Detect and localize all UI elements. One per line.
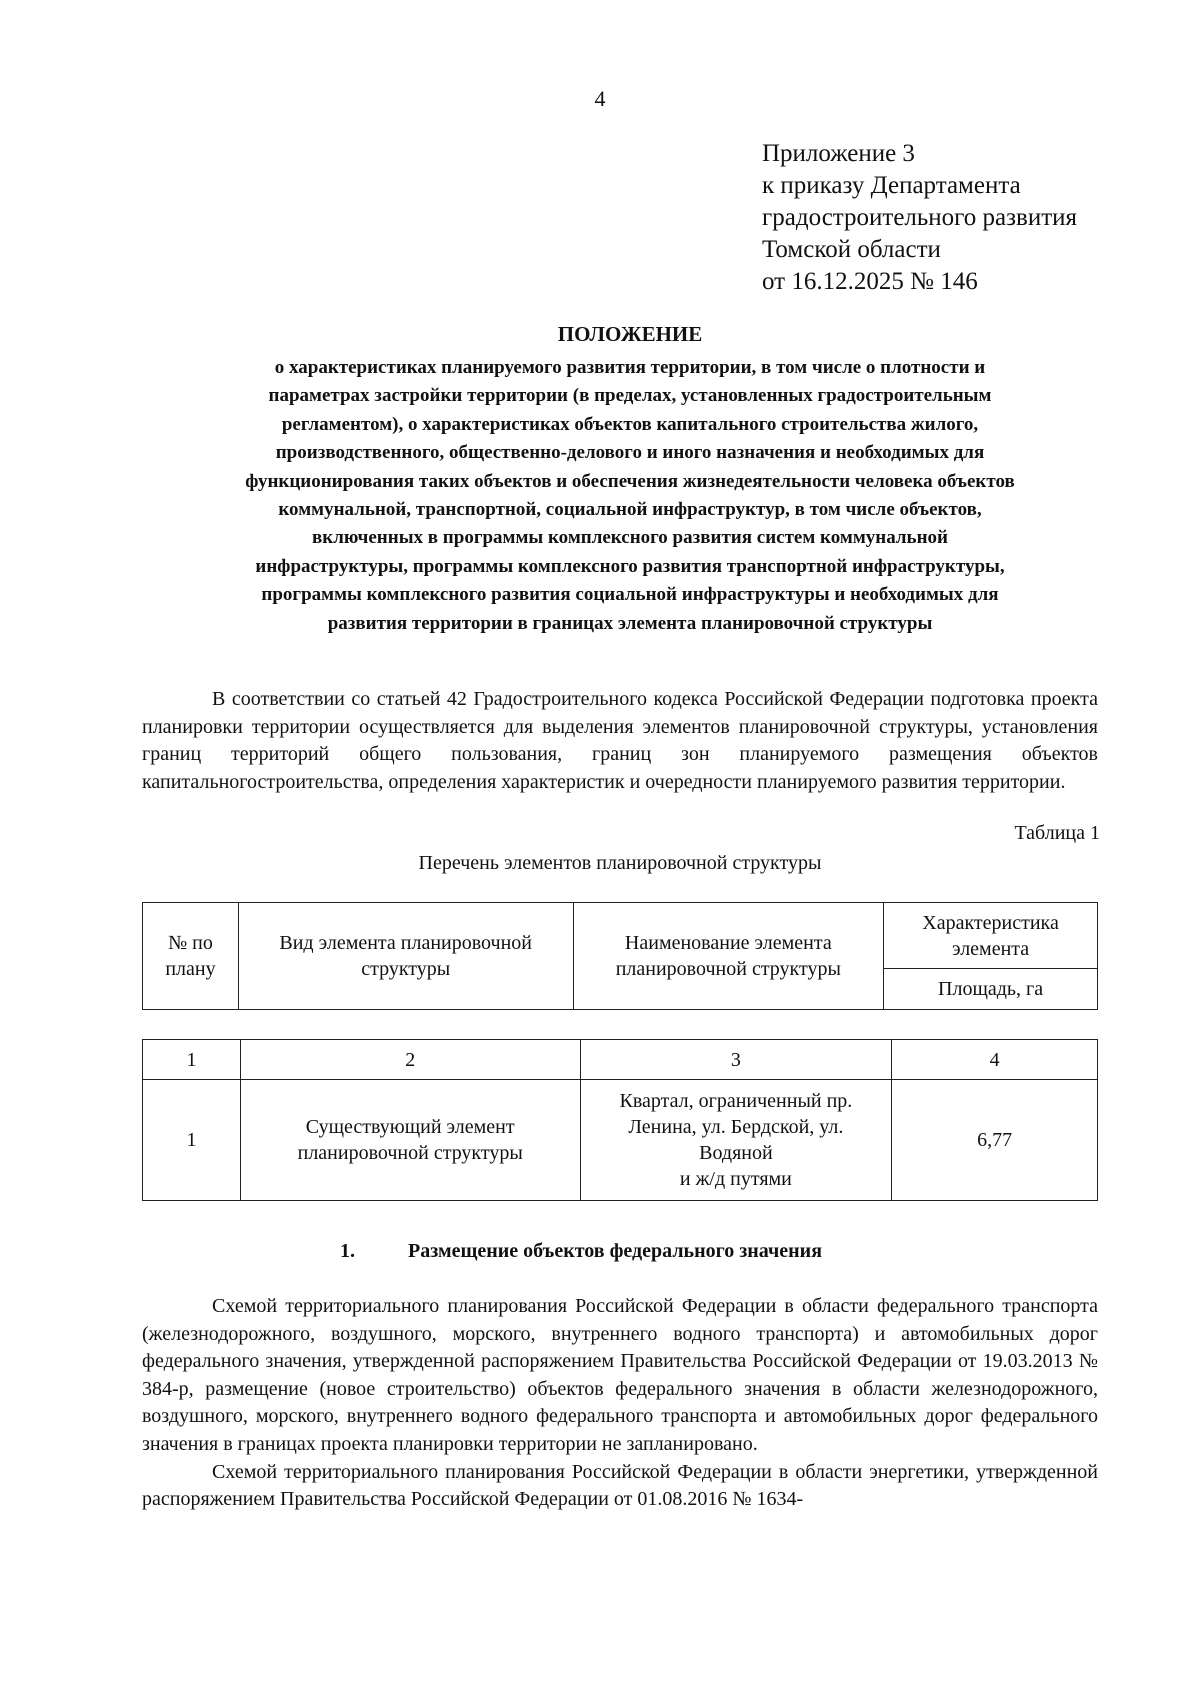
section-number: 1. xyxy=(340,1240,355,1262)
section1-paragraph-1: Схемой территориального планирования Российской Федерации в области федерального транспорта (железнодорожного, воздушного, морского, внутреннего водного транспорта) и автомобильных дорог федерального значения, утвержденной распоряжением Правительства Российской Федерации от 19.03.2013 № 384-р, размещение (новое строительство) объектов федерального значения в области железнодорожного, воздушного, морского, внутреннего водного федерального транспорта и автомобильных дорог федерального значения в границах проекта планировки территории не запланировано. xyxy=(142,1295,1098,1455)
document-title: ПОЛОЖЕНИЕ xyxy=(557,322,703,346)
page-number: 4 xyxy=(594,86,606,111)
section-title: Размещение объектов федерального значения xyxy=(408,1240,823,1262)
table-header xyxy=(142,902,1098,1010)
table-row xyxy=(143,1080,1098,1201)
subtitle-line: развития территории в границах элемента планировочной структуры xyxy=(327,612,933,634)
intro-paragraph: В соответствии со статьей 42 Градостроительного кодекса Российской Федерации подготовка проекта планировки территории осуществляется для выделения элементов планировочной структуры, установления границ территорий общего пользования, границ зон планируемого размещения объектов капитальногостроительства, определения характеристик и очередности планируемого развития территории. xyxy=(142,688,1098,793)
table-cell-type: Существующий элемент планировочной структуры xyxy=(240,1080,580,1201)
subtitle-line: регламентом), о характеристиках объектов капитального строительства жилого, xyxy=(281,413,979,435)
subtitle-line: инфраструктуры, программы комплексного развития транспортной инфраструктуры, xyxy=(255,555,1005,577)
table-cell: 2 xyxy=(240,1040,580,1080)
header-element-name: Наименование элемента планировочной структуры xyxy=(573,903,884,1010)
table-cell-area: 6,77 xyxy=(892,1080,1098,1201)
table-cell-name xyxy=(580,1080,892,1201)
subtitle-line: включенных в программы комплексного развития систем коммунальной xyxy=(312,527,948,549)
subtitle-line: о характеристиках планируемого развития территории, в том числе о плотности и xyxy=(274,357,986,378)
appendix-line: градостроительного развития xyxy=(762,204,1078,231)
name-line: Водяной xyxy=(699,1142,773,1164)
appendix-line: от 16.12.2025 № 146 xyxy=(762,268,978,295)
name-line: Ленина, ул. Бердской, ул. xyxy=(628,1116,844,1138)
subtitle-line: параметрах застройки территории (в пределах, установленных градостроительным xyxy=(268,385,992,407)
table-body xyxy=(142,1039,1098,1201)
appendix-line: к приказу Департамента xyxy=(762,172,1021,199)
appendix-line: Приложение 3 xyxy=(762,140,915,167)
section1-paragraph-2: Схемой территориального планирования Российской Федерации в области энергетики, утвержденной распоряжением Правительства Российской Федерации от 01.08.2016 № 1634- xyxy=(142,1460,1098,1511)
intro-paragraph-block xyxy=(142,686,1098,796)
appendix-line: Томской области xyxy=(762,236,941,263)
table-numbering-row xyxy=(143,1040,1098,1080)
header-area: Площадь, га xyxy=(884,969,1098,1010)
table-cell: 4 xyxy=(892,1040,1098,1080)
appendix-block xyxy=(762,138,1077,298)
subtitle-line: программы комплексного развития социальной инфраструктуры и необходимых для xyxy=(261,584,999,606)
subtitle-line: функционирования таких объектов и обеспечения жизнедеятельности человека объектов xyxy=(245,470,1015,492)
document-subtitle xyxy=(130,354,1130,638)
header-number: № по плану xyxy=(143,903,239,1010)
table-cell-number: 1 xyxy=(143,1080,241,1201)
header-element-type: Вид элемента планировочной структуры xyxy=(238,903,573,1010)
name-line: и ж/д путями xyxy=(679,1168,792,1190)
header-characteristic: Характеристика элемента xyxy=(884,903,1098,969)
section1-body xyxy=(142,1293,1098,1514)
table-label: Таблица 1 xyxy=(1014,822,1100,844)
subtitle-line: коммунальной, транспортной, социальной инфраструктур, в том числе объектов, xyxy=(278,499,982,521)
subtitle-line: производственного, общественно-делового и иного назначения и необходимых для xyxy=(275,442,985,464)
table-cell: 3 xyxy=(580,1040,892,1080)
table-caption: Перечень элементов планировочной структуры xyxy=(418,852,822,874)
section-heading xyxy=(340,1240,822,1263)
table-cell: 1 xyxy=(143,1040,241,1080)
name-line: Квартал, ограниченный пр. xyxy=(619,1090,853,1112)
